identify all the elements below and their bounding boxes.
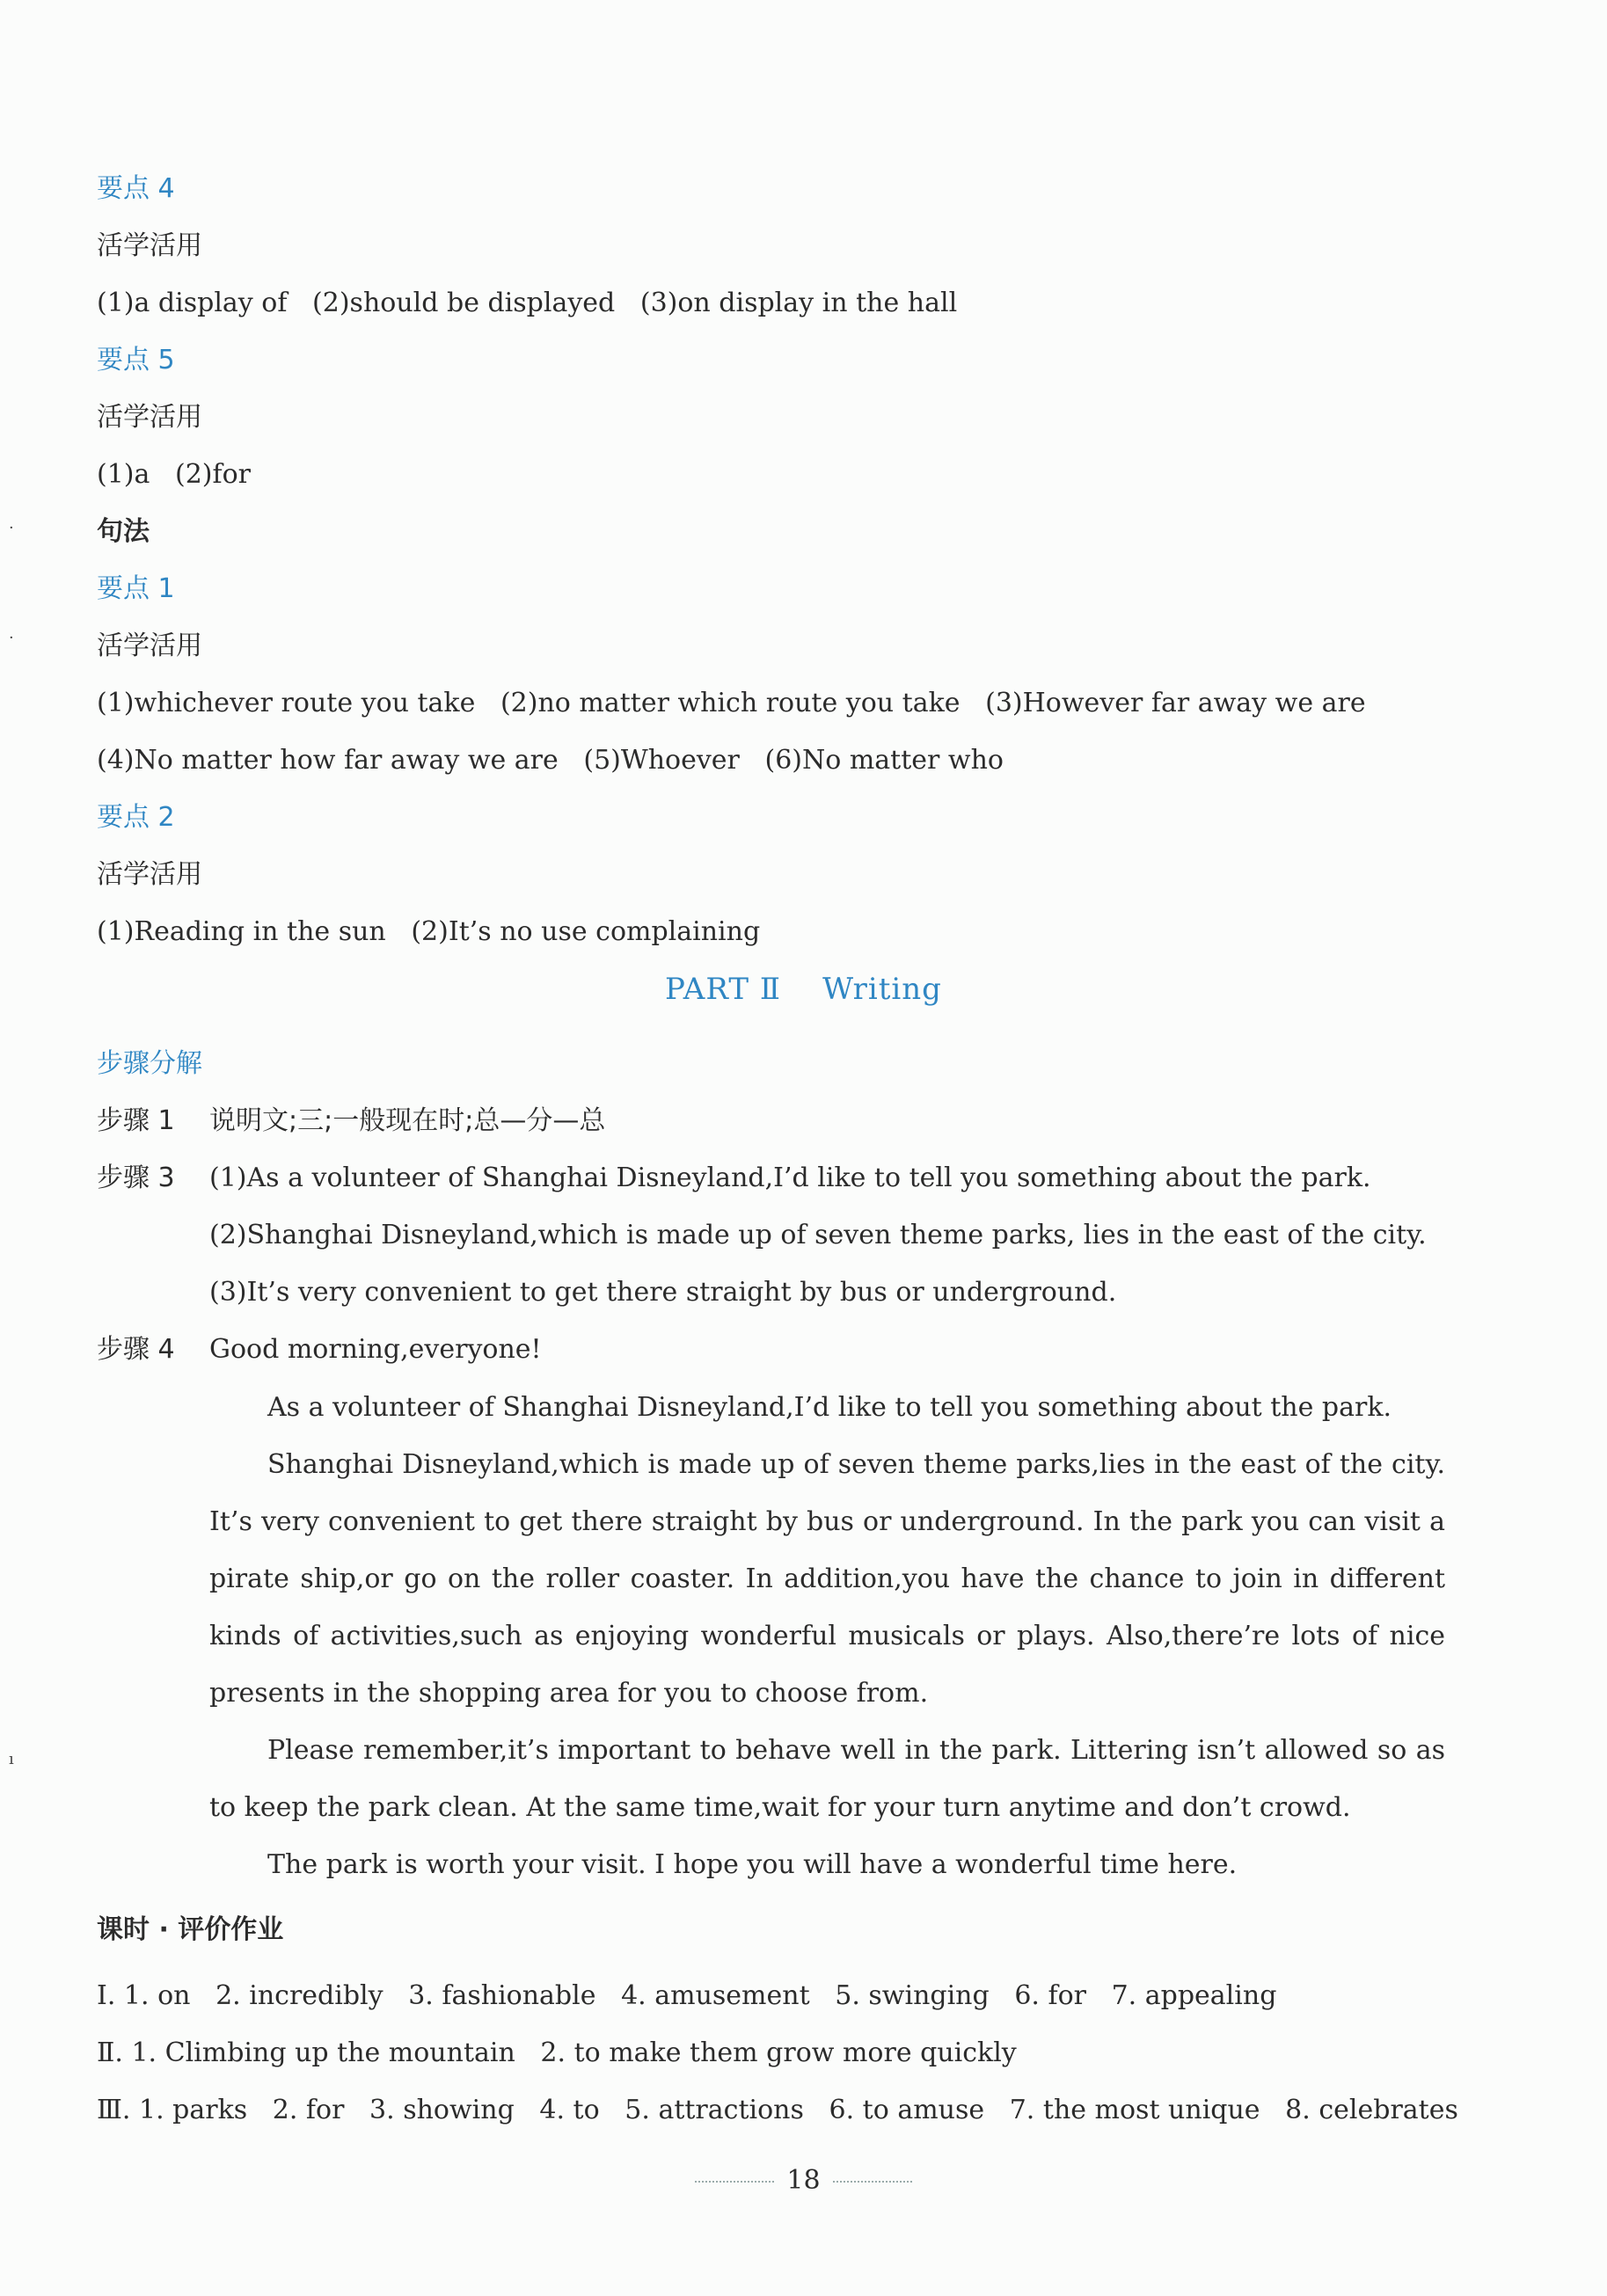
page-footer xyxy=(0,2163,1607,2198)
essay-paragraph-3: Please remember,it’s important to behave well in the park. Littering isn’t allowed so as to keep the park clean. At the same time,wait for your turn anytime and don’t crowd. xyxy=(209,1735,1445,1823)
part-2-heading: PART Ⅱ Writing xyxy=(665,972,942,1007)
practice-label: 活学活用 xyxy=(97,630,202,661)
key-point-5-answers: (1)a (2)for xyxy=(97,459,251,490)
syntax-key-point-1-title: 要点 1 xyxy=(97,573,175,604)
syntax-key-point-1-answers-line-1: (1)whichever route you take (2)no matter which route you take (3)However far away we are xyxy=(97,688,1366,718)
syntax-key-point-1-answers-line-2: (4)No matter how far away we are (5)Whoever (6)No matter who xyxy=(97,745,1004,776)
key-point-5-title: 要点 5 xyxy=(97,345,175,375)
step-3-label: 步骤 3 xyxy=(97,1163,175,1193)
steps-section-title: 步骤分解 xyxy=(97,1048,202,1079)
footer-dash-right xyxy=(833,2181,912,2183)
step-4-label: 步骤 4 xyxy=(97,1334,175,1365)
key-point-4-title: 要点 4 xyxy=(97,173,175,204)
scan-speck: · xyxy=(9,629,14,647)
homework-row-1: Ⅰ. 1. on 2. incredibly 3. fashionable 4. amusement 5. swinging 6. for 7. appealing xyxy=(97,1980,1277,2011)
scan-speck: ı xyxy=(9,1750,14,1768)
essay-paragraph-1: As a volunteer of Shanghai Disneyland,I’d like to tell you something about the park. xyxy=(267,1392,1392,1423)
footer-dash-left xyxy=(695,2181,774,2183)
step-4-greeting: Good morning,everyone! xyxy=(209,1334,542,1365)
essay-paragraph-4: The park is worth your visit. I hope you will have a wonderful time here. xyxy=(267,1849,1238,1880)
homework-section-title: 课时 · 评价作业 xyxy=(97,1914,284,1945)
practice-label: 活学活用 xyxy=(97,402,202,433)
step-4-essay xyxy=(209,1379,1445,1893)
scan-speck: · xyxy=(9,519,14,537)
step-3-line-1: (1)As a volunteer of Shanghai Disneyland,I’d like to tell you something about the park. xyxy=(209,1163,1371,1193)
essay-paragraph-2: Shanghai Disneyland,which is made up of seven theme parks,lies in the east of the city. It’s very convenient to get there straight by bus or underground. In the park you can visit a pirate ship,or go on the roller coaster. In addition,you have the chance to join in different kinds of activities,such as enjoying wonderful musicals or plays. Also,there’re lots of nice presents in the shopping area for you to choose from. xyxy=(209,1449,1445,1709)
homework-row-3: Ⅲ. 1. parks 2. for 3. showing 4. to 5. attractions 6. to amuse 7. the most unique 8. celebrates xyxy=(97,2095,1458,2125)
homework-row-2: Ⅱ. 1. Climbing up the mountain 2. to make them grow more quickly xyxy=(97,2037,1017,2068)
practice-label: 活学活用 xyxy=(97,859,202,890)
page-number: 18 xyxy=(786,2165,821,2196)
syntax-key-point-2-answers: (1)Reading in the sun (2)It’s no use complaining xyxy=(97,916,761,947)
step-3-line-2: (2)Shanghai Disneyland,which is made up of seven theme parks, lies in the east of the city. xyxy=(209,1220,1427,1250)
syntax-key-point-2-title: 要点 2 xyxy=(97,802,175,833)
key-point-4-answers: (1)a display of (2)should be displayed (3)on display in the hall xyxy=(97,288,958,318)
practice-label: 活学活用 xyxy=(97,230,202,261)
step-1-label: 步骤 1 xyxy=(97,1105,175,1136)
syntax-section-title: 句法 xyxy=(97,516,150,547)
step-1-text: 说明文;三;一般现在时;总—分—总 xyxy=(209,1105,606,1136)
step-3-line-3: (3)It’s very convenient to get there straight by bus or underground. xyxy=(209,1277,1117,1308)
